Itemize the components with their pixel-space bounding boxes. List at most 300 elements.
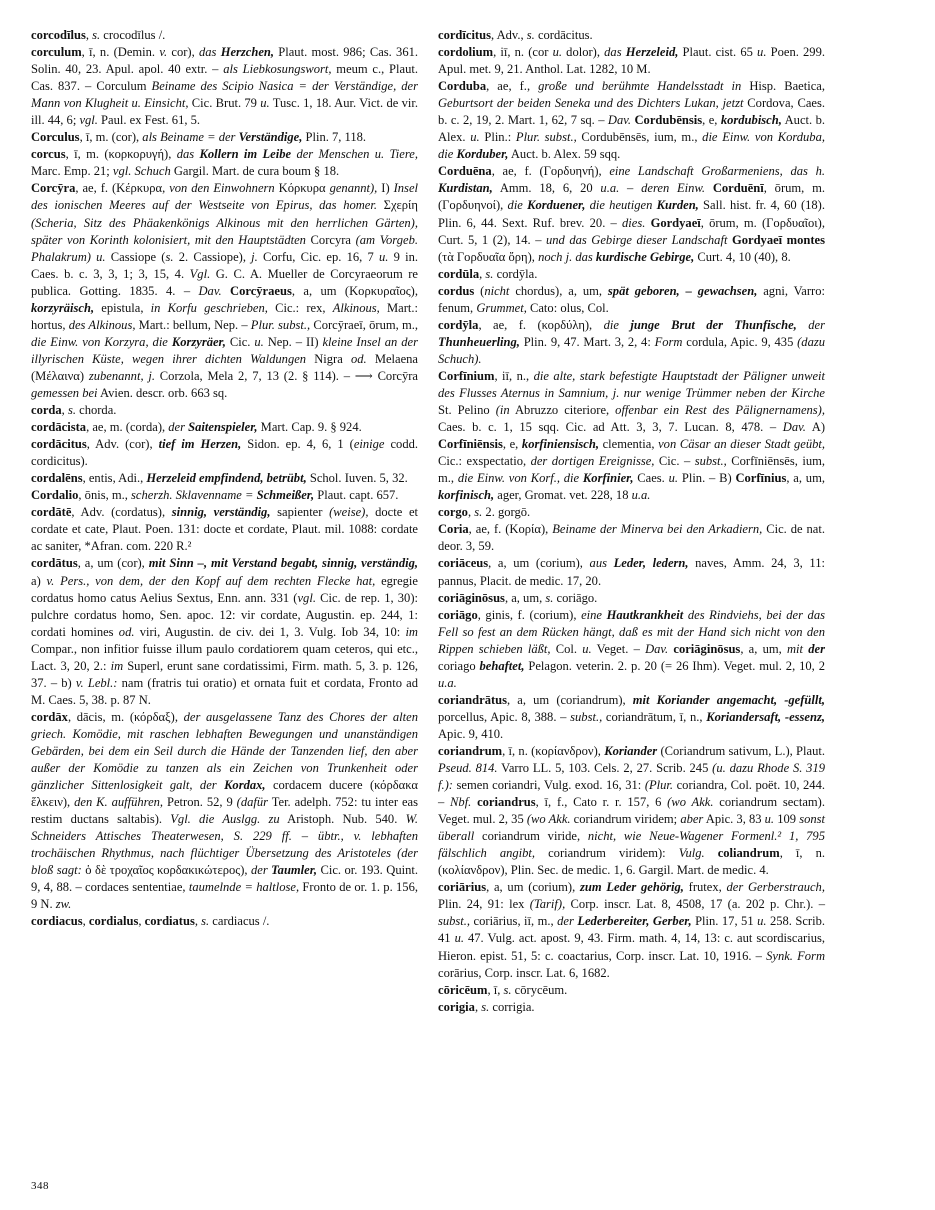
- entry-text: coriago: [438, 658, 480, 673]
- entry-text: Caes.: [633, 471, 669, 486]
- entry-text: cordula, Apic. 9, 435: [682, 334, 798, 349]
- entry-text: (Coriandrum sativum, L.), Plaut.: [657, 743, 825, 758]
- entry-text: , iī, n.,: [494, 368, 534, 383]
- entry-text: 9 in. Caes. b. c. 3, 3, 1; 3, 15, 4.: [31, 249, 418, 281]
- entry-text: , ōnis, m.,: [78, 488, 132, 503]
- bold-term: coriāginōsus: [673, 641, 741, 656]
- translation-term: korfiniensisch,: [521, 437, 599, 452]
- right-column: [438, 27, 825, 1016]
- translation-term: Kurdistan,: [438, 181, 493, 196]
- italic-text: die Einw. von Korf., die: [457, 471, 583, 486]
- entry-text: Mart.: bellum, Nep. –: [135, 317, 251, 332]
- entry-text: Κόρκυρα: [274, 181, 330, 196]
- entry-text: porcellus, Apic. 8, 388. –: [438, 709, 571, 724]
- italic-text: s.: [92, 28, 101, 42]
- entry-text: [705, 181, 713, 195]
- dictionary-entry: [438, 163, 825, 265]
- dictionary-entry: [438, 317, 825, 368]
- italic-text: die heutigen: [585, 198, 657, 213]
- entry-text: Cato: olus, Col.: [526, 300, 609, 315]
- italic-text: u.: [764, 812, 775, 827]
- headword: corcodīlus: [31, 28, 86, 42]
- entry-text: , ae, f. (Γορδυηνή),: [491, 164, 610, 179]
- italic-text: s.: [474, 505, 483, 520]
- translation-term: Leder, ledern,: [613, 556, 689, 571]
- headword: corculum: [31, 45, 82, 60]
- bold-term: Gordyaeī: [650, 215, 701, 230]
- entry-text: G. C. A. Mueller de Corcyraeorum re publica. Gotting. 1835. 4. –: [31, 266, 418, 298]
- translation-term: Saitenspieler,: [188, 420, 258, 435]
- italic-text: v. Pers., von dem, der den Kopf auf dem rechten Flecke hat,: [46, 573, 376, 588]
- entry-text: Cic.: exspectatio,: [438, 454, 531, 469]
- headword: Corfīnium: [438, 368, 495, 383]
- entry-text: semen coriandri, Vulg. exod. 16, 31:: [452, 778, 645, 793]
- translation-term: Kordax,: [224, 778, 266, 793]
- italic-text: Dav.: [782, 420, 806, 435]
- bold-term: Cordubēnsis: [634, 113, 703, 128]
- headword: corcus: [31, 147, 66, 162]
- entry-text: Col.: [550, 641, 583, 656]
- headword: Corculus: [31, 130, 80, 145]
- headword: coriandrum: [438, 743, 503, 758]
- translation-term: kordubisch,: [720, 113, 782, 128]
- italic-text: das: [604, 45, 626, 60]
- dictionary-entry: [438, 743, 825, 879]
- entry-text: ,: [82, 914, 89, 929]
- italic-text: u.a.: [438, 675, 457, 690]
- entry-text: , ī, n. (Demin.: [81, 45, 160, 60]
- entry-text: Fronto de or. 1. p. 156, 9 N.: [31, 880, 418, 912]
- italic-text: s.: [481, 999, 490, 1014]
- italic-text: Nbf.: [450, 795, 472, 810]
- dictionary-entry: [438, 368, 825, 504]
- dictionary-entry: [438, 504, 825, 521]
- italic-text: u.: [470, 130, 480, 145]
- italic-text: vgl.: [79, 113, 98, 128]
- italic-text: u.: [454, 931, 464, 946]
- entry-text: , ae, f.,: [486, 79, 539, 94]
- italic-text: u.a. – deren Einw.: [600, 181, 706, 196]
- translation-term: tief im Herzen,: [158, 437, 242, 452]
- entry-text: 2. Cassiope),: [173, 249, 252, 264]
- italic-text: Form: [654, 334, 683, 349]
- italic-text: (Tarif),: [529, 897, 566, 912]
- dictionary-entry: [31, 44, 418, 129]
- italic-text: v. Lebl.:: [75, 675, 118, 690]
- translation-term: Korduener,: [527, 198, 586, 213]
- italic-text: subst.,: [694, 454, 727, 469]
- entry-text: coriārius, iī, m.,: [470, 914, 558, 929]
- entry-text: coriandrum viride,: [474, 829, 588, 844]
- italic-text: nicht: [484, 283, 510, 298]
- entry-text: naves, Amm. 24, 3, 11: pannus, Placit. de medic. 17, 20.: [438, 556, 825, 588]
- dictionary-entry: [31, 487, 418, 504]
- entry-text: ager, Gromat. vet. 228, 18: [494, 488, 632, 503]
- entry-text: agni, Varro: fenum,: [438, 283, 825, 315]
- italic-text: und das Gebirge dieser Landschaft: [546, 232, 728, 247]
- italic-text: scherzh. Sklavenname =: [131, 488, 257, 503]
- entry-text: Corcyra: [305, 232, 356, 247]
- headword: coriārius: [438, 880, 487, 895]
- entry-text: , iī, n. (cor: [493, 45, 553, 60]
- entry-text: , Adv. (cordatus),: [71, 505, 172, 520]
- italic-text: einige: [353, 437, 385, 452]
- dictionary-entry: [438, 555, 825, 589]
- entry-text: coriāgo.: [553, 590, 598, 605]
- entry-text: Avien. descr. orb. 663 sq.: [97, 385, 228, 400]
- entry-text: , a, um (cor),: [77, 556, 149, 571]
- translation-term: spät geboren, – gewachsen,: [607, 283, 758, 298]
- entry-text: Plin.:: [479, 130, 516, 145]
- entry-text: Abruzzo citeriore,: [509, 403, 616, 418]
- italic-text: des Alkinous,: [68, 317, 136, 332]
- italic-text: u.: [552, 45, 563, 60]
- headword: corigia: [438, 999, 475, 1014]
- italic-text: aus: [589, 556, 614, 571]
- headword: cordiacus: [31, 914, 83, 929]
- entry-text: corrigia.: [489, 999, 535, 1014]
- entry-text: 47. Vulg. act. apost. 9, 43. Firm. math. 4, 14, 13: c. aut scordiscarius, Hieron. epist. 51, 5: c. coactarius, Corp. inscr. Lat. 10, 1916. –: [438, 931, 826, 963]
- italic-text: zw.: [55, 897, 72, 912]
- italic-text: von Cäsar an dieser Stadt geübt,: [658, 437, 825, 452]
- entry-text: , ginis, f. (corium),: [477, 607, 582, 622]
- translation-term: korfinisch,: [438, 488, 495, 503]
- entry-text: crocodīlus /.: [100, 28, 166, 42]
- entry-text: Auct. b. Alex. 59 sqq.: [508, 147, 621, 162]
- entry-text: Pelagon. veterin. 2. p. 20 (= 26 Ihm). Veget. mul. 2, 10, 2: [524, 658, 825, 673]
- italic-text: Vgl. die Auslgg. zu: [170, 812, 280, 827]
- entry-text: , e,: [702, 113, 721, 128]
- headword: cordūla: [438, 266, 480, 281]
- entry-text: cordacem ducere (κόρδακα ἕλκειν),: [31, 778, 418, 810]
- italic-text: u.: [254, 334, 264, 349]
- bold-term: cordiatus: [144, 914, 195, 929]
- entry-text: Superl, erunt sane cordatissimi, Firm. math. 5, 3. p. 126, 37. – b): [31, 658, 418, 690]
- italic-text: Geburtsort der beiden Seneka und des Dichters Lukan, jetzt: [438, 96, 744, 111]
- entry-text: cōrycēum.: [511, 982, 568, 997]
- entry-text: ,: [61, 403, 68, 418]
- dictionary-entry: [31, 504, 418, 555]
- italic-text: der: [168, 420, 189, 435]
- entry-text: Plaut. cist. 65: [678, 45, 758, 60]
- entry-text: Plin. 9, 47. Mart. 3, 2, 4:: [519, 334, 655, 349]
- italic-text: Plur. subst.,: [250, 317, 311, 332]
- italic-text: der dortigen Ereignisse,: [530, 454, 655, 469]
- italic-text: (wo Akk.: [526, 812, 571, 827]
- entry-text: epistula,: [94, 300, 151, 315]
- entry-text: Apic. 9, 410.: [438, 726, 504, 741]
- entry-text: , ī, m. (κορκορυγή),: [65, 147, 177, 162]
- entry-text: Plin. – B): [678, 471, 736, 486]
- entry-text: Ter. adelph. 752: tu inter eas restim ductans saltabis).: [31, 795, 418, 827]
- italic-text: Dav.: [645, 641, 669, 656]
- dictionary-entry: [438, 999, 825, 1016]
- italic-text: Dav.: [607, 113, 632, 128]
- entry-text: cordācitus.: [534, 28, 593, 42]
- entry-text: , dācis, m. (κόρδαξ),: [67, 709, 184, 724]
- entry-text: [705, 846, 718, 860]
- entry-text: docte et cordate et cate, Plaut. Poen. 131: docte et cordate, Plaut. mil. 1088: cordate ac saniter, *Afran. com. 220 R.²: [31, 505, 419, 554]
- entry-text: Poen. 299. Apul. met. 9, 21. Anthol. Lat. 1282, 10 M.: [438, 45, 825, 77]
- entry-text: Cordubēnsēs, ium, m.,: [576, 130, 703, 145]
- entry-text: , ī, f., Cato r. r. 157, 6: [535, 795, 668, 810]
- translation-term: mit Koriander angemacht, -gefüllt,: [632, 692, 826, 707]
- italic-text: Dav.: [198, 283, 222, 298]
- entry-text: ,: [479, 266, 486, 281]
- italic-text: (wo Akk.: [667, 795, 714, 810]
- italic-text: s.: [485, 266, 494, 281]
- entry-text: a): [31, 573, 47, 588]
- entry-text: coriandra, Col. poët. 10, 244. –: [438, 778, 825, 810]
- headword: Corcȳra: [31, 181, 76, 196]
- translation-term: Korduber,: [456, 147, 509, 162]
- italic-text: (weise),: [329, 505, 369, 520]
- translation-term: zum Leder gehörig,: [579, 880, 684, 895]
- entry-text: Veget. –: [591, 641, 646, 656]
- entry-text: Corp. inscr. Lat. 8, 4508, 17 (a. 202 p. Chr.). –: [565, 897, 825, 912]
- page-number: 348: [31, 1180, 49, 1192]
- entry-text: , Adv.,: [490, 28, 527, 42]
- entry-text: Plaut. most. 986; Cas. 361. Solin. 40, 23. Apul. apol. 40 extr. –: [31, 45, 419, 77]
- entry-text: Tusc. 1, 18. Aur. Vict. de vir. ill. 44, 6;: [31, 96, 418, 128]
- italic-text: der Gerberstrauch,: [726, 880, 825, 895]
- dictionary-entry: [438, 692, 825, 743]
- italic-text: genannt),: [329, 181, 378, 196]
- italic-text: s.: [67, 403, 76, 418]
- entry-text: Cic.: [225, 334, 255, 349]
- entry-text: Cic. de rep. 1, 30): pulchre cordatus homo, Sen. apoc. 12: vir cordate, Augustin. ep. 244, 1: cordati homines: [31, 590, 418, 639]
- entry-text: coriandrātum, ī, n.,: [602, 709, 707, 724]
- italic-text: (dazu Schuch).: [438, 334, 826, 366]
- italic-text: eine: [581, 607, 607, 622]
- entry-text: Petron. 52, 9: [163, 795, 237, 810]
- entry-text: , a, um (corium),: [486, 880, 580, 895]
- entry-text: codd. cordicitus).: [31, 437, 419, 469]
- headword: cordīcitus: [438, 28, 491, 42]
- entry-text: Corcȳraeī, ōrum, m.,: [310, 317, 418, 332]
- entry-text: Compar., non infitior fuisse illum paulo cordatiorem quam ceteros, qui etc., Lact. 3, 20, 2.:: [31, 641, 418, 673]
- italic-text: von den Einwohnern: [169, 181, 275, 196]
- entry-text: coriandrum viridem;: [570, 812, 681, 827]
- bold-term: Corfīnius: [735, 471, 787, 486]
- entry-text: 109: [774, 812, 800, 827]
- italic-text: u.: [260, 96, 270, 111]
- italic-text: (Plur.: [644, 778, 674, 793]
- translation-term: Kollern im Leibe: [199, 147, 292, 162]
- bold-term: cordialus: [88, 914, 139, 929]
- entry-text: Hisp. Baetica,: [741, 79, 825, 94]
- entry-text: ,: [467, 505, 475, 520]
- dictionary-entry: [31, 402, 418, 419]
- entry-text: , e,: [502, 437, 522, 452]
- italic-text: (in: [495, 403, 510, 418]
- headword: cordalēns: [31, 471, 83, 486]
- entry-text: Corzola, Mela 2, 7, 13 (2. § 114). – ⟶ Corcȳra: [155, 368, 418, 383]
- bold-term: Corduēnī: [712, 181, 764, 196]
- headword: cordācista: [31, 420, 87, 435]
- entry-text: nam (fratris tui oratio) et ornata fuit et cordata, Fronto ad M. Caes. 5, 38. p. 87 N.: [31, 675, 418, 707]
- entry-text: [222, 284, 230, 298]
- dictionary-entry: [31, 470, 418, 487]
- italic-text: (dafür: [236, 795, 269, 810]
- entry-text: Plin. 24, 91: lex: [438, 897, 530, 912]
- italic-text: (am Vorgeb. Phalakrum) u.: [31, 232, 418, 264]
- italic-text: (Scheria, Sitz des Phäakenkönigs Alkinous mit den herrlichen Gärten), später von Korinth kolonisiert, mit den Hauptstädten: [31, 215, 418, 247]
- italic-text: vgl. Schuch: [112, 164, 171, 179]
- entry-text: Sall. hist. fr. 4, 60 (18). Plin. 6, 44. Sext. Ruf. brev. 20. –: [438, 198, 825, 230]
- entry-text: ,: [194, 914, 202, 929]
- italic-text: zubenannt, j.: [88, 368, 155, 383]
- entry-text: Cassiope (: [105, 249, 166, 264]
- italic-text: u.: [668, 471, 679, 486]
- entry-text: , a, um (corium),: [488, 556, 590, 571]
- italic-text: s.: [526, 28, 535, 42]
- entry-text: , a, um,: [786, 471, 825, 486]
- bold-term: Corcȳraeus: [230, 283, 292, 298]
- headword: cordātus: [31, 556, 78, 571]
- dictionary-entry: [31, 27, 418, 44]
- translation-term: Herzchen,: [220, 45, 275, 60]
- entry-text: dolor),: [562, 45, 605, 60]
- headword: corda: [31, 403, 62, 418]
- italic-text: des Rindviehs, bei der das Fell so fest an dem Rücken hängt, daß es mit der Hand sich nicht von den Rippen schieben läßt,: [438, 607, 825, 656]
- entry-text: Mart.: hortus,: [31, 300, 418, 332]
- translation-term: Kurden,: [656, 198, 699, 213]
- entry-text: , ae, f. (Κορία),: [468, 522, 553, 537]
- headword: cordācitus: [31, 437, 87, 452]
- italic-text: u.: [757, 914, 767, 929]
- italic-text: Vulg.: [678, 846, 705, 861]
- italic-text: das: [198, 45, 221, 60]
- italic-text: eine Landschaft Großarmeniens, das h.: [609, 164, 825, 179]
- italic-text: vgl.: [297, 590, 316, 605]
- headword: corgo: [438, 505, 468, 520]
- entry-text: ,: [85, 28, 93, 42]
- translation-term: Korzyräer,: [171, 334, 226, 349]
- entry-text: , ae, f. (Κέρκυρα,: [75, 181, 170, 196]
- italic-text: od.: [118, 624, 135, 639]
- entry-text: 2. gorgō.: [482, 505, 531, 520]
- entry-text: ,: [474, 999, 482, 1014]
- entry-text: I): [377, 181, 394, 196]
- italic-text: als Beiname = der: [142, 130, 239, 145]
- entry-text: , ae, f. (κορδύλη),: [478, 317, 604, 332]
- entry-text: egregie cordatus homo catus Aelius Sextus, Enn. ann. 331 (: [31, 573, 418, 605]
- italic-text: große und berühmte Handelsstadt in: [538, 79, 742, 94]
- entry-text: , ae, m. (corda),: [86, 420, 169, 435]
- bold-term: Corfīniēnsis: [438, 437, 503, 452]
- entry-text: A): [805, 420, 826, 435]
- entry-text: meum c., Plaut. Cas. 837. – Corculum: [31, 62, 418, 94]
- entry-text: Cordova, Caes. b. c. 2, 19, 2. Mart. 1, 62, 7 sq. –: [438, 96, 825, 128]
- italic-text: gemessen bei: [31, 385, 98, 400]
- dictionary-entry: [438, 982, 825, 999]
- entry-text: Cic. –: [654, 454, 695, 469]
- headword: coriāceus: [438, 556, 489, 571]
- translation-term: Thunheuerling,: [438, 334, 520, 349]
- entry-text: 258. Scrib. 41: [438, 914, 825, 946]
- translation-term: Verständige,: [238, 130, 303, 145]
- entry-text: Plaut. capt. 657.: [314, 488, 399, 503]
- italic-text: Beiname der Minerva bei den Arkadiern,: [552, 522, 763, 537]
- italic-text: Alkinous,: [332, 300, 380, 315]
- entry-text: Mart. Cap. 9. § 924.: [257, 420, 362, 435]
- italic-text: u.: [757, 45, 767, 60]
- entry-text: , Adv. (cor),: [86, 437, 159, 452]
- bold-term: Gordyaeī montes: [731, 232, 826, 247]
- entry-text: , a, um,: [504, 590, 546, 605]
- translation-term: korzyräisch,: [31, 300, 95, 315]
- entry-text: Aristoph. Nub. 540.: [279, 812, 406, 827]
- entry-text: Cic. or. 193. Quint. 9, 4, 88. – cordaces sententiae,: [31, 863, 418, 895]
- italic-text: (u. dazu Rhode S. 319 f.):: [438, 761, 825, 793]
- entry-text: St. Pelino: [438, 403, 496, 418]
- italic-text: dies.: [622, 215, 646, 230]
- entry-text: Nep. – II): [263, 334, 323, 349]
- translation-term: Herzeleid empfindend, betrübt,: [146, 471, 307, 486]
- italic-text: od.: [350, 351, 367, 366]
- entry-text: Cic.: rex,: [267, 300, 333, 315]
- entry-text: sapienter: [270, 505, 330, 520]
- translation-term: sinnig, verständig,: [171, 505, 271, 520]
- headword: coriāginōsus: [438, 590, 505, 605]
- italic-text: s.: [503, 982, 512, 997]
- dictionary-entry: [438, 78, 825, 163]
- bold-term: coliandrum: [717, 846, 780, 861]
- italic-text: der: [796, 317, 825, 332]
- entry-text: Corfu, Cic. ep. 16, 7: [257, 249, 379, 264]
- dictionary-entry: [438, 27, 825, 44]
- dictionary-entry: [31, 180, 418, 402]
- entry-text: Sidon. ep. 4, 6, 1 (: [241, 437, 354, 452]
- italic-text: die Einw. von Korzyra, die: [31, 334, 172, 349]
- dictionary-entry: [31, 913, 418, 930]
- dictionary-entry: [438, 44, 825, 78]
- italic-text: in Korfu geschrieben,: [150, 300, 268, 315]
- dictionary-entry: [438, 283, 825, 317]
- italic-text: der ausgelassene Tanz des Chores der alten griech. Komödie, mit raschen lebhaften Bewegungen und unanständigen Gebärden, bei dem ein Seil durch die Hände der Tanzenden lief, den aber außer der Komödie zu tanzen als ein Zeichen von Trunkenheit oder gänzlicher Sittenlosigkeit galt, der: [31, 709, 418, 793]
- entry-text: Schol. Iuven. 5, 32.: [306, 471, 408, 486]
- translation-term: junge Brut der Thunfische,: [630, 317, 797, 332]
- italic-text: der Menschen u. Tiere,: [291, 147, 418, 162]
- entry-text: chorda.: [75, 403, 117, 418]
- dictionary-entry: [31, 146, 418, 180]
- entry-text: (τὰ Γορδυαῖα ὄρη),: [438, 249, 539, 264]
- entry-text: , ōrum, m. (Γορδυαῖοι), Curt. 5, 1 (2), 14. –: [438, 215, 825, 247]
- entry-text: Cic. de nat. deor. 3, 59.: [438, 522, 825, 554]
- headword: Corduba: [438, 79, 487, 94]
- headword: cordolium: [438, 45, 494, 60]
- entry-text: Auct. b. Alex.: [438, 113, 825, 145]
- entry-text: , ī, n. (κολίανδρον), Plin. Sec. de medic. 1, 6. Gargil. Mart. de medic. 4.: [438, 846, 826, 878]
- entry-text: , a, um (coriandrum),: [507, 692, 633, 707]
- dictionary-entry: [438, 590, 825, 607]
- italic-text: nicht, wie Neue-Wagener Formenl.² 1, 795 fälschlich angibt,: [438, 829, 825, 861]
- entry-text: coriandrum sectam). Veget. mul. 2, 35: [438, 795, 826, 827]
- translation-term: behaftet,: [479, 658, 525, 673]
- entry-text: Melaena (Μέλαινα): [31, 351, 419, 383]
- italic-text: noch j. das: [538, 249, 596, 264]
- headword: cordātē: [31, 505, 72, 520]
- headword: Coria: [438, 522, 469, 537]
- entry-text: ,: [138, 914, 145, 929]
- italic-text: die: [507, 198, 528, 213]
- italic-text: Grummet,: [476, 300, 527, 315]
- italic-text: den K. aufführen,: [74, 795, 164, 810]
- translation-term: Herzeleid,: [625, 45, 679, 60]
- entry-text: cordȳla.: [493, 266, 538, 281]
- italic-text: u.: [378, 249, 389, 264]
